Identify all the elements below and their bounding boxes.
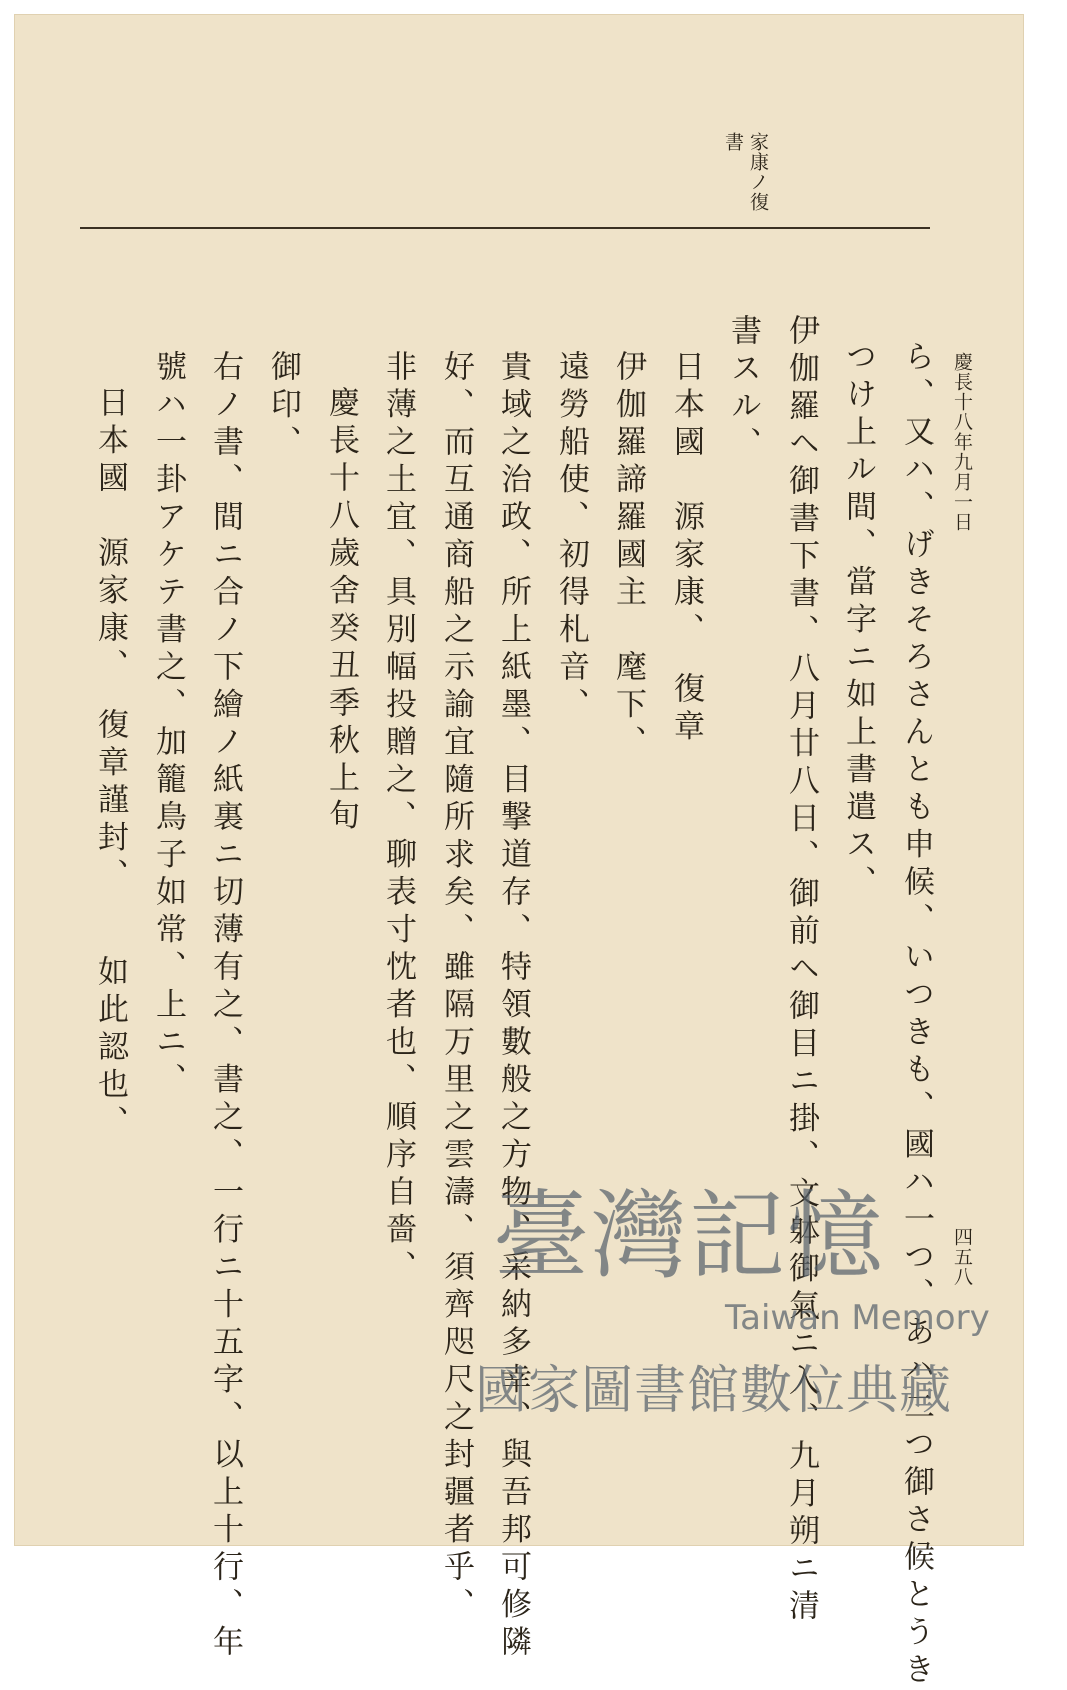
margin-note-line-1: 家康ノ復 bbox=[747, 132, 769, 212]
text-column-13: 右ノ書、間ニ合ノ下繪ノ紙裏ニ切薄有之、書之、一行ニ十五字、以上十行、年 bbox=[207, 350, 243, 1663]
header-rule bbox=[80, 227, 930, 229]
text-column-6: 伊伽羅諦羅國主 麾下、 bbox=[610, 350, 646, 763]
text-column-10: 非薄之土宜、具別幅投贈之、聊表寸忱者也、順序自嗇、 bbox=[380, 350, 416, 1288]
watermark-english: Taiwan Memory bbox=[725, 1298, 990, 1338]
text-column-12: 御印、 bbox=[265, 350, 301, 463]
text-column-4: 書スル、 bbox=[725, 314, 761, 464]
watermark-chinese: 國家圖書館數位典藏 bbox=[475, 1361, 953, 1421]
text-column-15: 日本國 源家康、 復章謹封、 如此認也、 bbox=[92, 386, 128, 1143]
text-column-8: 貴域之治政、所上紙墨、目撃道存、特領數般之方物、采納多幸、與吾邦可修隣 bbox=[495, 350, 531, 1663]
text-column-3: 伊伽羅ヘ御書下書、八月廿八日、御前ヘ御目ニ掛、文躰御氣ニ入、九月朔ニ清 bbox=[783, 314, 819, 1627]
text-column-5: 日本國 源家康、 復章 bbox=[668, 350, 704, 747]
text-column-7: 遠勞船使、初得札音、 bbox=[553, 350, 589, 725]
text-column-2: つけ上ル間、當字ニ如上書遣ス、 bbox=[840, 340, 876, 903]
page-number: 四五八 bbox=[951, 1227, 973, 1287]
book-page bbox=[14, 14, 1024, 1690]
text-column-1: ら、又ハ、げきそろさんとも申候、いつきも、國ハ一つ、あハ二つ御さ候とうき bbox=[898, 340, 934, 1690]
text-column-9: 好、而互通商船之示諭宜隨所求矣、雖隔万里之雲濤、須齊咫尺之封疆者乎、 bbox=[438, 350, 474, 1625]
text-column-14: 號ハ一卦アケテ書之、加籠鳥子如常、上ニ、 bbox=[150, 350, 186, 1100]
running-head: 慶長十八年九月一日 bbox=[951, 352, 973, 532]
text-column-11: 慶長十八歲舍癸丑季秋上旬 bbox=[323, 386, 359, 836]
margin-note-line-2: 書 bbox=[722, 132, 744, 152]
watermark-logo-text: 臺灣記憶 bbox=[493, 1180, 885, 1292]
